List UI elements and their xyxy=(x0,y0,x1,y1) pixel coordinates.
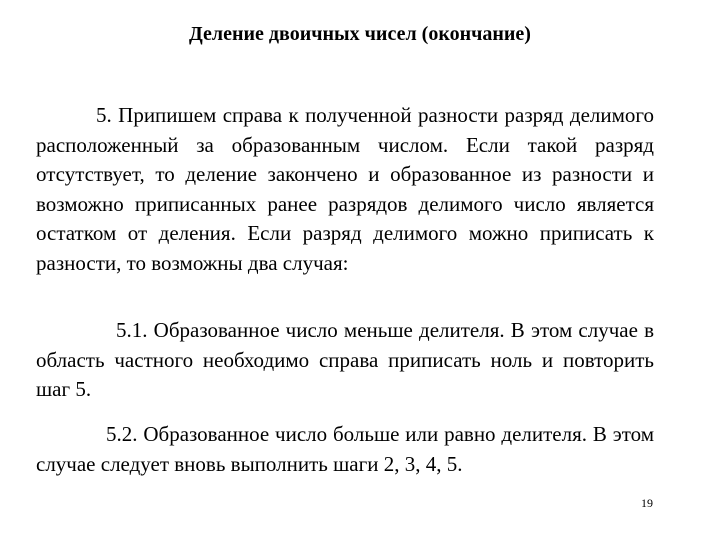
paragraph-step-5: 5. Припишем справа к полученной разности разряд делимого расположенный за образованным числом. Если такой разряд отсутствует, то деление закончено и образованное из разности и возможно приписанных ранее разрядов делимого число является остатком от деления. Если разряд делимого можно приписать к разности, то возможны два случая: xyxy=(36,103,654,275)
paragraph-case-5-2: 5.2. Образованное число больше или равно делителя. В этом случае следует вновь выполнить шаги 2, 3, 4, 5. xyxy=(36,422,654,476)
paragraph-case-5-1: 5.1. Образованное число меньше делителя. В этом случае в область частного необходимо справа приписать ноль и повторить шаг 5. xyxy=(36,318,654,401)
page-title: Деление двоичных чисел (окончание) xyxy=(189,23,531,45)
page-number: 19 xyxy=(641,496,653,510)
